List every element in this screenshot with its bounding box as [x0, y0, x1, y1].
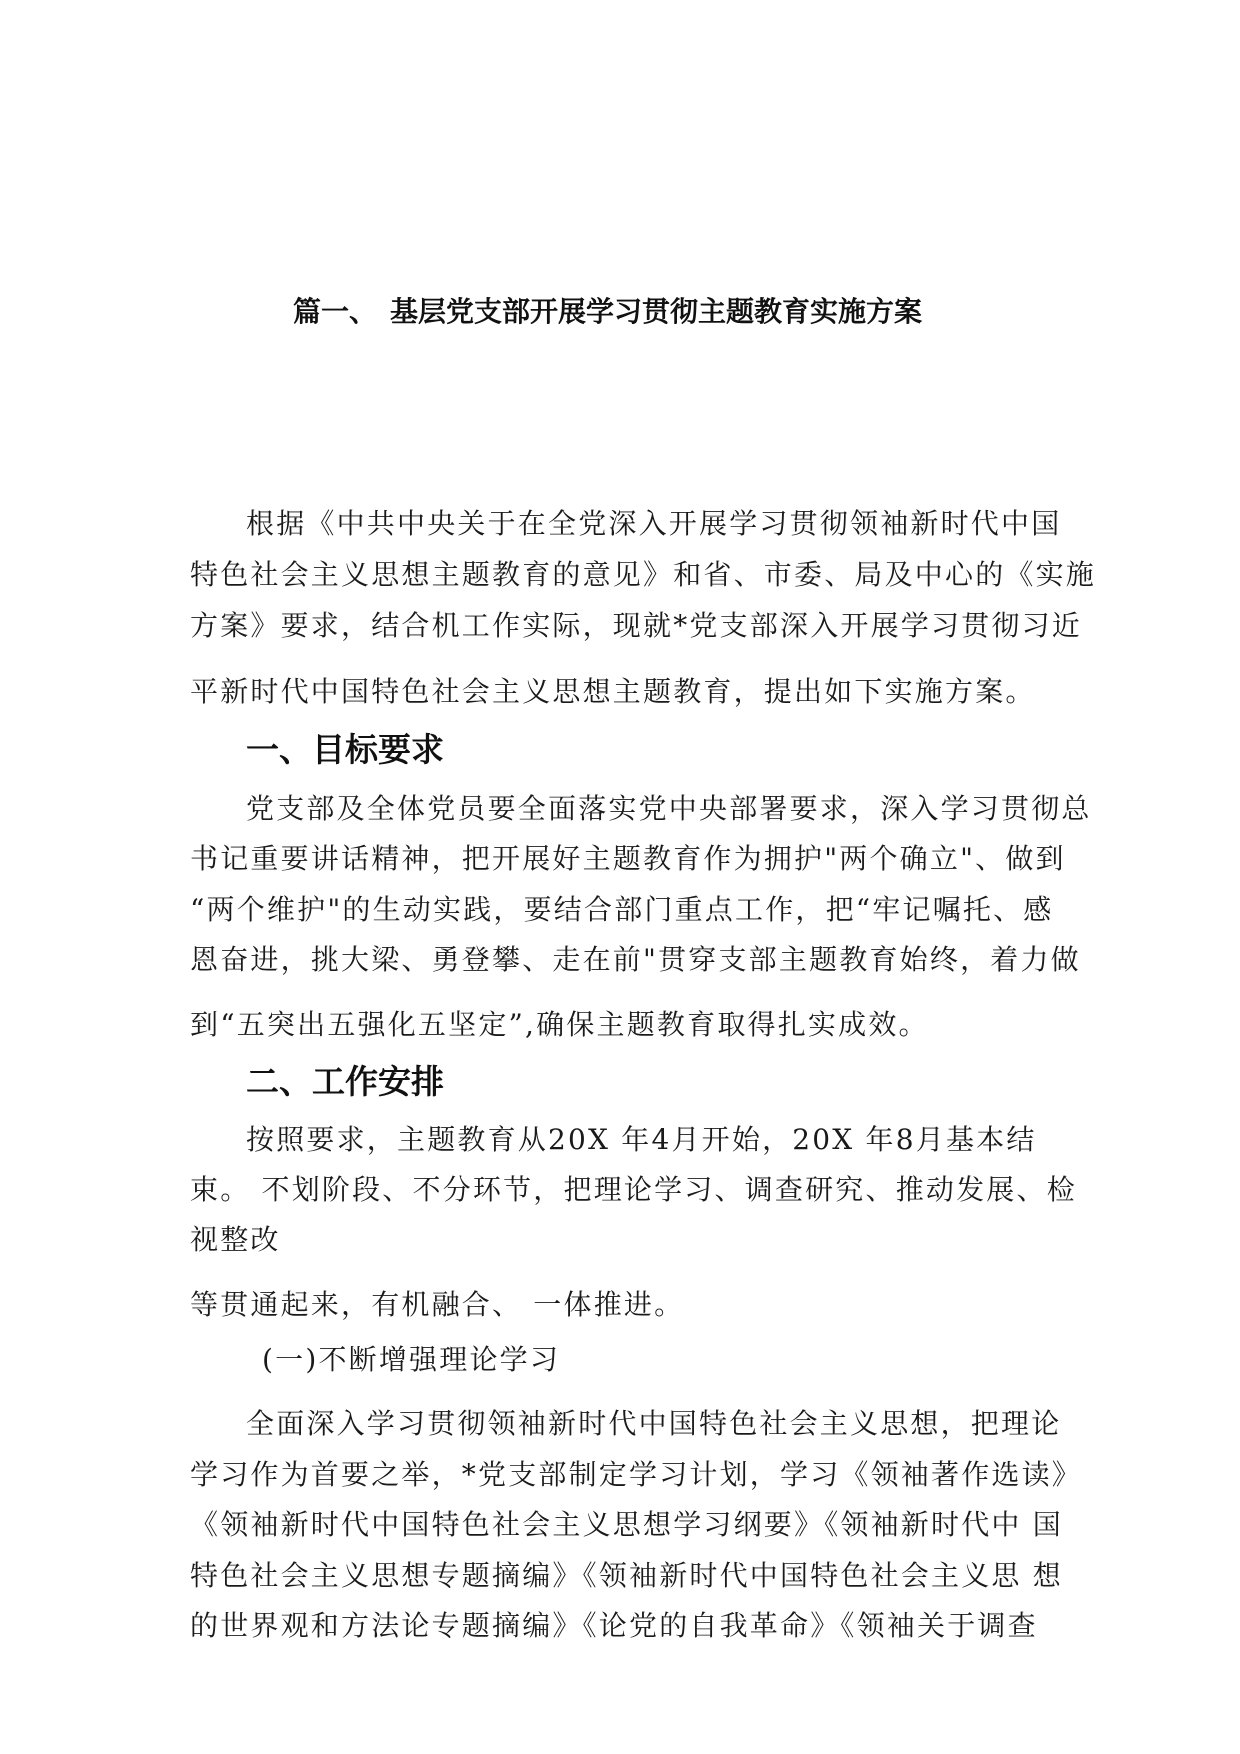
section-heading: 一、目标要求	[246, 730, 444, 769]
document-title-number: 篇一、	[293, 295, 378, 328]
section-paragraph-line: 视整改	[190, 1223, 281, 1256]
intro-line: 特色社会主义思想主题教育的意见》和省、市委、局及中心的《实施	[190, 558, 1097, 591]
section-heading: 二、工作安排	[246, 1062, 444, 1101]
intro-line: 方案》要求，结合机工作实际，现就*党支部深入开展学习贯彻习近	[190, 609, 1083, 642]
section-paragraph-line: “两个维护"的生动实践，要结合部门重点工作，把“牢记嘱托、感	[190, 893, 1054, 926]
section-paragraph-line: 等贯通起来，有机融合、 一体推进。	[190, 1288, 685, 1321]
section-paragraph-line: 按照要求，主题教育从20X 年4月开始，20X 年8月基本结	[246, 1123, 1037, 1156]
section-paragraph-line: 束。 不划阶段、不分环节，把理论学习、调查研究、推动发展、检	[190, 1173, 1077, 1206]
intro-line: 平新时代中国特色社会主义思想主题教育，提出如下实施方案。	[190, 675, 1036, 708]
intro-line: 根据《中共中央关于在全党深入开展学习贯彻领袖新时代中国	[246, 507, 1062, 540]
section-paragraph-line: 书记重要讲话精神，把开展好主题教育作为拥护"两个确立"、做到	[190, 842, 1066, 875]
subsection-paragraph-line: 的世界观和方法论专题摘编》《论党的自我革命》《领袖关于调查	[190, 1609, 1038, 1642]
subsection-paragraph-line: 学习作为首要之举，*党支部制定学习计划，学习《领袖著作选读》	[190, 1458, 1083, 1491]
section-paragraph-line: 恩奋进，挑大梁、勇登攀、走在前"贯穿支部主题教育始终，着力做	[190, 943, 1081, 976]
subsection-paragraph-line: 特色社会主义思想专题摘编》《领袖新时代中国特色社会主义思 想	[190, 1559, 1063, 1592]
section-paragraph-line: 党支部及全体党员要全面落实党中央部署要求，深入学习贯彻总	[246, 792, 1092, 825]
document-title: 基层党支部开展学习贯彻主题教育实施方案	[390, 295, 923, 328]
subsection-paragraph-line: 《领袖新时代中国特色社会主义思想学习纲要》《领袖新时代中 国	[190, 1508, 1063, 1541]
subsection-heading: (一)不断增强理论学习	[262, 1343, 561, 1376]
section-paragraph-line: 到“五突出五强化五坚定”,确保主题教育取得扎实成效。	[190, 1008, 929, 1041]
subsection-paragraph-line: 全面深入学习贯彻领袖新时代中国特色社会主义思想，把理论	[246, 1407, 1062, 1440]
